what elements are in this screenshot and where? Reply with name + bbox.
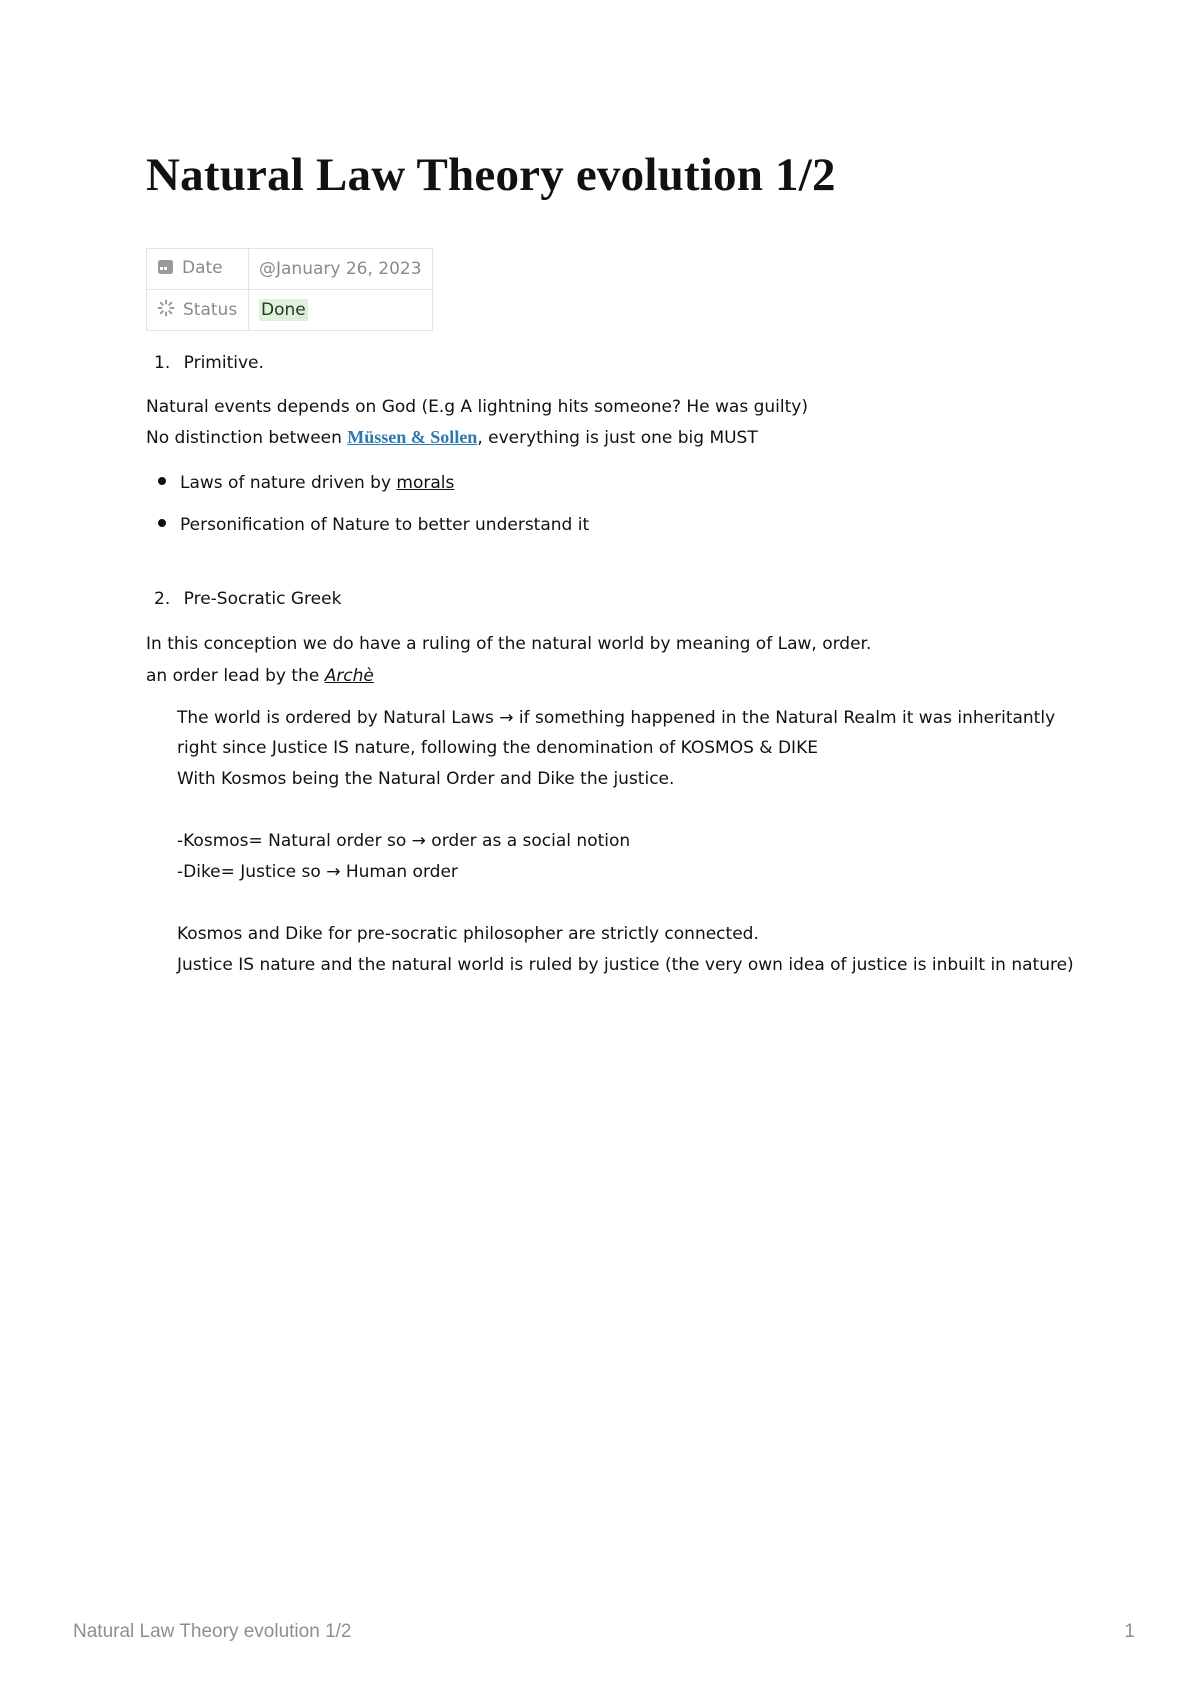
text-span: an order lead by the (146, 666, 325, 686)
page-title: Natural Law Theory evolution 1/2 (146, 149, 836, 201)
text-span: , everything is just one big MUST (477, 428, 758, 448)
property-row-date (147, 249, 433, 290)
property-row-status (147, 290, 433, 331)
numbered-heading (154, 351, 264, 375)
paragraph (146, 425, 758, 450)
property-label: Date (182, 258, 223, 278)
footer-page-number: 1 (1124, 1621, 1135, 1642)
calendar-icon (157, 258, 174, 280)
paragraph (146, 664, 374, 688)
property-key (147, 249, 249, 290)
status-loader-icon (157, 299, 175, 322)
numbered-heading (154, 587, 341, 611)
list-number: 2. (154, 589, 171, 609)
bullet-icon (158, 519, 166, 527)
bullet-icon (158, 477, 166, 485)
arche-term: Archè (324, 666, 374, 686)
date-value[interactable]: @January 26, 2023 (249, 249, 433, 290)
list-number: 1. (154, 353, 171, 373)
text-span: Personification of Nature to better understand it (180, 515, 590, 535)
mussen-sollen-link[interactable]: Müssen & Sollen (347, 427, 478, 447)
status-value[interactable] (249, 290, 433, 331)
bullet-item (158, 471, 454, 495)
properties-table (146, 248, 433, 331)
property-key (147, 290, 249, 331)
underlined-text: morals (396, 473, 455, 493)
status-badge: Done (261, 300, 306, 320)
paragraph: Natural events depends on God (E.g A lightning hits someone? He was guilty) (146, 397, 808, 417)
text-span: No distinction between (146, 428, 348, 448)
footer-doc-title: Natural Law Theory evolution 1/2 (73, 1621, 352, 1642)
quote-line: -Kosmos= Natural order so → order as a social notion (177, 831, 631, 851)
paragraph: In this conception we do have a ruling of the natural world by meaning of Law, order. (146, 634, 872, 654)
bullet-item (158, 513, 589, 537)
list-heading: Primitive. (183, 353, 264, 373)
quote-line: Kosmos and Dike for pre-socratic philosopher are strictly connected. (177, 924, 759, 944)
quote-line: right since Justice IS nature, following the denomination of KOSMOS & DIKE (177, 738, 818, 758)
quote-line: With Kosmos being the Natural Order and Dike the justice. (177, 769, 675, 789)
quote-line: -Dike= Justice so → Human order (177, 862, 458, 882)
list-heading: Pre-Socratic Greek (183, 589, 342, 609)
property-label: Status (183, 299, 238, 320)
text-span: Laws of nature driven by (180, 473, 397, 493)
quote-line: Justice IS nature and the natural world is ruled by justice (the very own idea of justice is inbuilt in nature) (177, 955, 1074, 975)
quote-line: The world is ordered by Natural Laws → if something happened in the Natural Realm it was inheritantly (177, 708, 1056, 728)
